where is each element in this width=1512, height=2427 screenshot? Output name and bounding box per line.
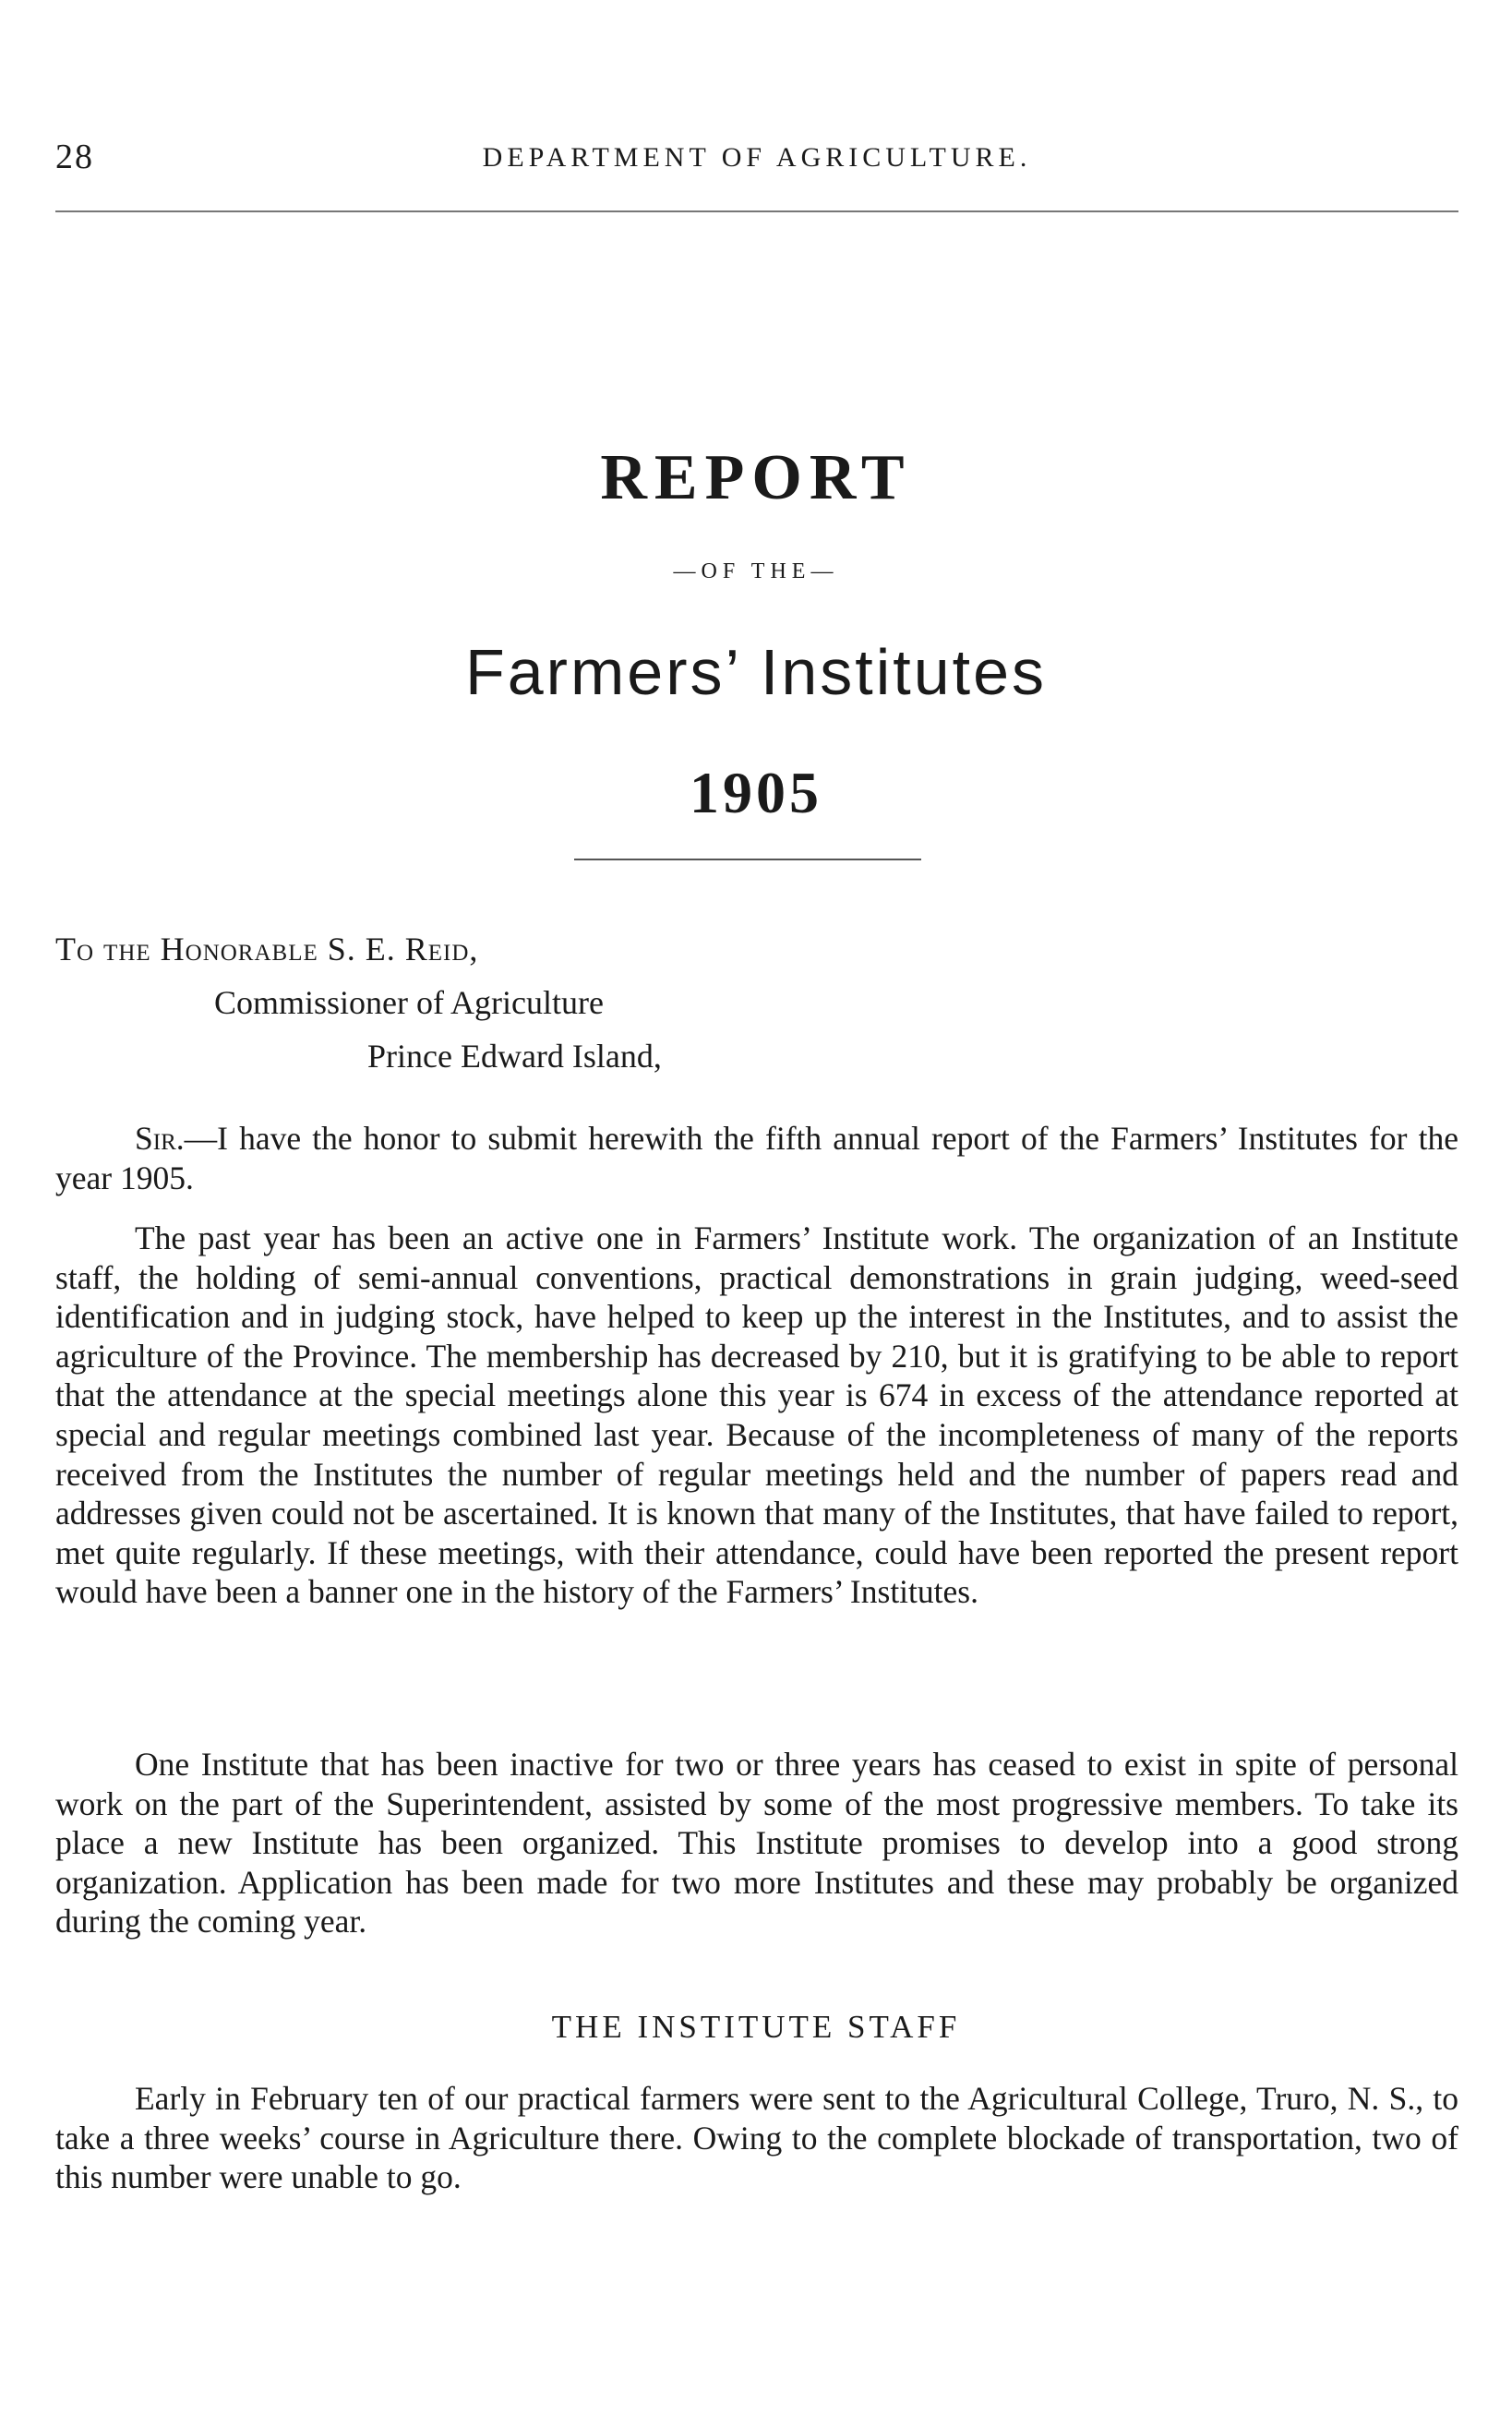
- paragraph-past-year: The past year has been an active one in Farmers’ Institute work. The organization of an Institute staff, the holding of semi-annual conventions, practical demonstrations in grain judging, weed-seed identification and in judging stock, have helped to keep up the interest in the Institutes, and to assist the agriculture of the Province. The membership has decreased by 210, but it is gratifying to be able to report that the attendance at the special meetings alone this year is 674 in excess of the attendance reported at special and regular meetings combined last year. Because of the incompleteness of many of the reports received from the Institutes the number of regular meetings held and the number of papers read and addresses given could not be ascertained. It is known that many of the Institutes, that have failed to report, met quite regularly. If these meetings, with their attendance, could have been reported the present report would have been a banner one in the history of the Farmers’ Institutes.: [55, 1220, 1458, 1611]
- paragraph-institute-staff: Early in February ten of our practical farmers were sent to the Agricultural College, Truro, N. S., to take a three weeks’ course in Agriculture there. Owing to the complete blockade of transportation, two of this number were unable to go.: [55, 2080, 1458, 2196]
- address-line-recipient: To the Honorable S. E. Reid,: [55, 931, 479, 967]
- report-subject-title: Farmers’ Institutes: [464, 636, 1048, 708]
- header-rule: [55, 210, 1458, 212]
- report-title: REPORT: [600, 442, 912, 513]
- report-year: 1905: [690, 760, 822, 825]
- paragraph-intro: [55, 1119, 1458, 1197]
- title-connector: —OF THE—: [673, 559, 839, 583]
- title-rule: [574, 859, 921, 860]
- salutation: Sir.: [135, 1120, 185, 1157]
- address-line-location: Prince Edward Island,: [367, 1038, 662, 1075]
- address-line-title: Commissioner of Agriculture: [214, 984, 604, 1021]
- paragraph-intro-text: —I have the honor to submit herewith the fifth annual report of the Farmers’ Institutes for the year 1905.: [55, 1120, 1458, 1196]
- section-heading: THE INSTITUTE STAFF: [551, 2009, 961, 2045]
- page-number: 28: [55, 138, 94, 176]
- running-head-title: DEPARTMENT OF AGRICULTURE.: [482, 142, 1032, 173]
- running-head: [55, 137, 1458, 183]
- paragraph-new-institute: One Institute that has been inactive for two or three years has ceased to exist in spite of personal work on the part of the Superintendent, assisted by some of the most progressive members. To take its place a new Institute has been organized. This Institute promises to develop into a good strong organization. Application has been made for two more Institutes and these may probably be organized during the coming year.: [55, 1746, 1458, 1940]
